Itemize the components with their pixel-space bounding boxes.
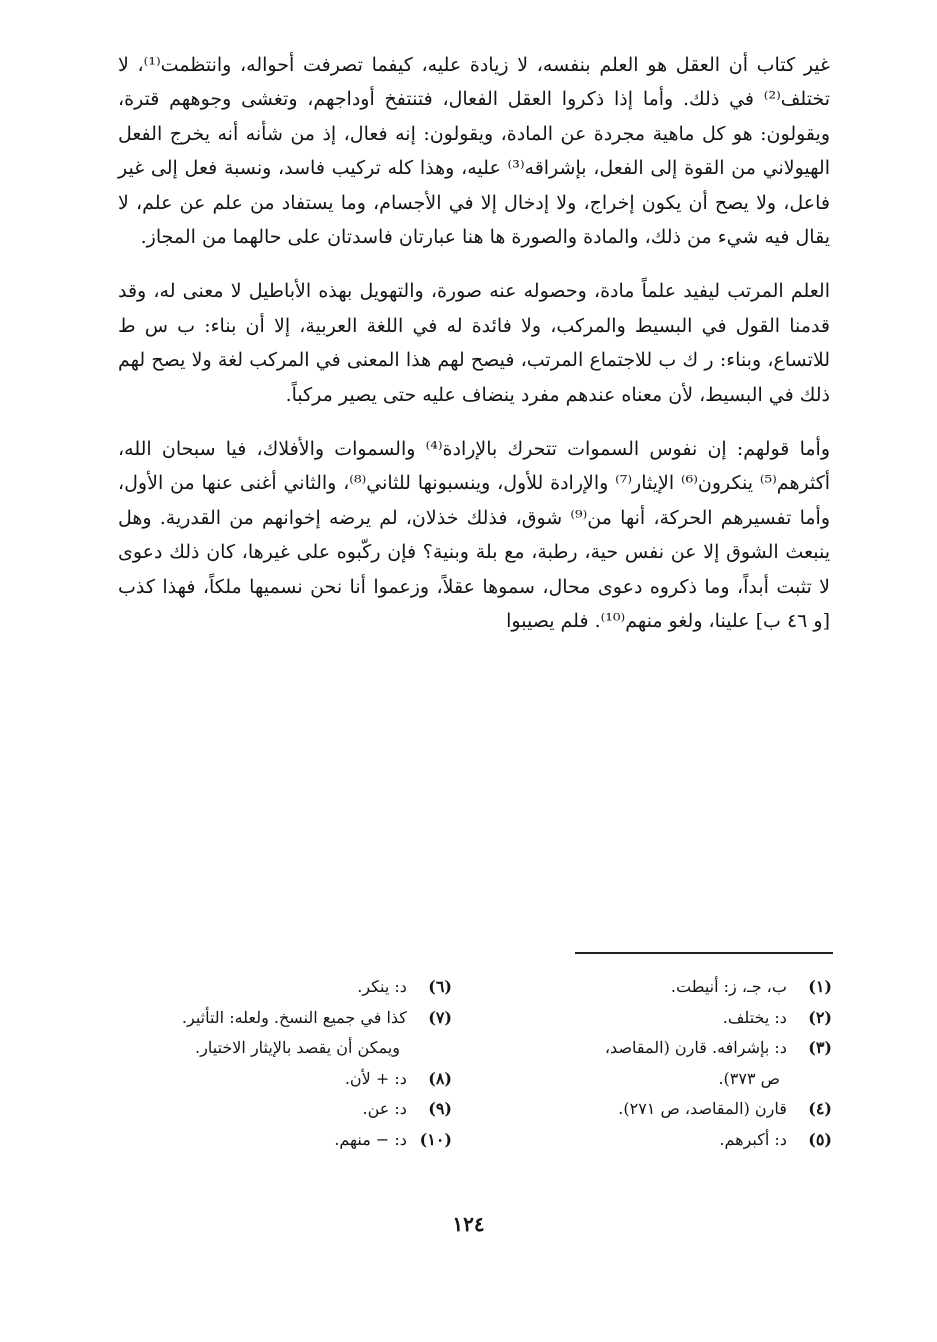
main-text (118, 48, 830, 639)
footnote-number: (٨) (428, 1068, 452, 1088)
footnote-separator (575, 952, 833, 954)
footnote-text: د: ينكر. (357, 977, 407, 996)
footnote-number: (٦) (428, 977, 452, 996)
footnote-text: د: + لأن. (344, 1068, 407, 1088)
footnote-text: د: − منهم. (334, 1129, 407, 1149)
footnote-6 (90, 972, 452, 1003)
footnote-9 (90, 1094, 452, 1125)
footnote-text: قارن (المقاصد، ص ٢٧١). (618, 1099, 787, 1118)
footnote-number: (٧) (428, 1007, 452, 1027)
footnote-text: ويمكن أن يقصد بالإيثار الاختيار. (195, 1038, 400, 1057)
footnote-10 (90, 1125, 452, 1156)
footnote-number: (٥) (808, 1129, 832, 1149)
footnote-number: (٤) (808, 1099, 832, 1118)
footnote-text: ب، جـ، ز: أنيطت. (670, 977, 787, 996)
footnotes-left-column (90, 972, 452, 1155)
footnote-7 (90, 1003, 452, 1034)
footnote-text: د: عن. (362, 1099, 407, 1118)
paragraph-3: وأما قولهم: إن نفوس السموات تتحرك بالإرادة⁽⁴⁾ والسموات والأفلاك، فيا سبحان الله، أكثرهم⁽⁵⁾ ينكرون⁽⁶⁾ الإيثار⁽⁷⁾ والإرادة للأول، وينسبونها للثاني⁽⁸⁾، والثاني أغنى عنها من الأول، وأما تفسيرهم الحركة، أنها من⁽⁹⁾ شوق، فذلك خذلان، لم يرضه إخوانهم من القدرية. وهل ينبعث الشوق إلا عن نفس حية، رطبة، مع بلة وبنية؟ فإن ركّبوه على غيرها، كان ذلك دعوى لا تثبت أبداً، وما ذكروه دعوى محال، سموها عقلاً، وزعموا أنا نحن نسميها ملكاً، فهذا كذب [و ٤٦ ب] علينا، ولغو منهم⁽¹⁰⁾. فلم يصيبوا (118, 438, 831, 633)
footnote-text: د: يختلف. (722, 1007, 787, 1027)
footnote-number: (٢) (808, 1007, 832, 1027)
footnote-3-continuation (470, 1064, 832, 1095)
footnote-text: د: بإشرافه. قارن (المقاصد، (604, 1038, 787, 1057)
footnote-2 (470, 1003, 832, 1034)
footnote-number: (٩) (428, 1099, 452, 1118)
footnote-text: ص ٣٧٣). (718, 1068, 780, 1088)
footnote-4 (470, 1094, 832, 1125)
footnote-number: (١٠) (419, 1129, 452, 1149)
footnote-number: (١) (808, 977, 832, 996)
footnote-text: كذا في جميع النسخ. ولعله: التأثير. (181, 1007, 407, 1027)
footnote-3 (470, 1033, 832, 1064)
paragraph-1: غير كتاب أن العقل هو العلم بنفسه، لا زيادة عليه، كيفما تصرفت أحواله، وانتظمت⁽¹⁾، لا تختلف⁽²⁾ في ذلك. وأما إذا ذكروا العقل الفعال، فتنتفخ أوداجهم، وتغشى وجوههم قترة، ويقولون: هو كل ماهية مجردة عن المادة، ويقولون: إنه فعال، إذ من شأنه أنه يخرج الفعل الهيولاني من القوة إلى الفعل، بإشراقه⁽³⁾ عليه، وهذا كله تركيب فاسد، ونسبة فعل إلى غير فاعل، ولا يصح أن يكون إخراج، ولا إدخال إلا في الأجسام، وما يستفاد من علم عن علم، لا يقال فيه شيء من ذلك، والمادة والصورة ها هنا عبارتان فاسدتان على حالهما من المجاز. (118, 54, 830, 249)
paragraph-2: العلم المرتب ليفيد علماً مادة، وحصوله عنه صورة، والتهويل بهذه الأباطيل لا معنى له، وقد قدمنا القول في البسيط والمركب، ولا فائدة له في اللغة العربية، إلا أن بناء: ب س ط للاتساع، وبناء: ر ك ب للاجتماع المرتب، فيصح لهم هذا المعنى في المركب لغة ولا يصح لهم ذلك في البسيط، لأن معناه عندهم مفرد ينضاف عليه حتى يصير مركباً. (118, 280, 830, 406)
footnote-text: د: أكبرهم. (719, 1129, 787, 1149)
footnote-7-continuation (90, 1033, 452, 1064)
footnote-1 (470, 972, 832, 1003)
footnote-number: (٣) (808, 1038, 832, 1057)
footnotes-right-column (470, 972, 832, 1155)
footnote-8 (90, 1064, 452, 1095)
page-number: ١٢٤ (452, 1212, 485, 1236)
footnote-5 (470, 1125, 832, 1156)
